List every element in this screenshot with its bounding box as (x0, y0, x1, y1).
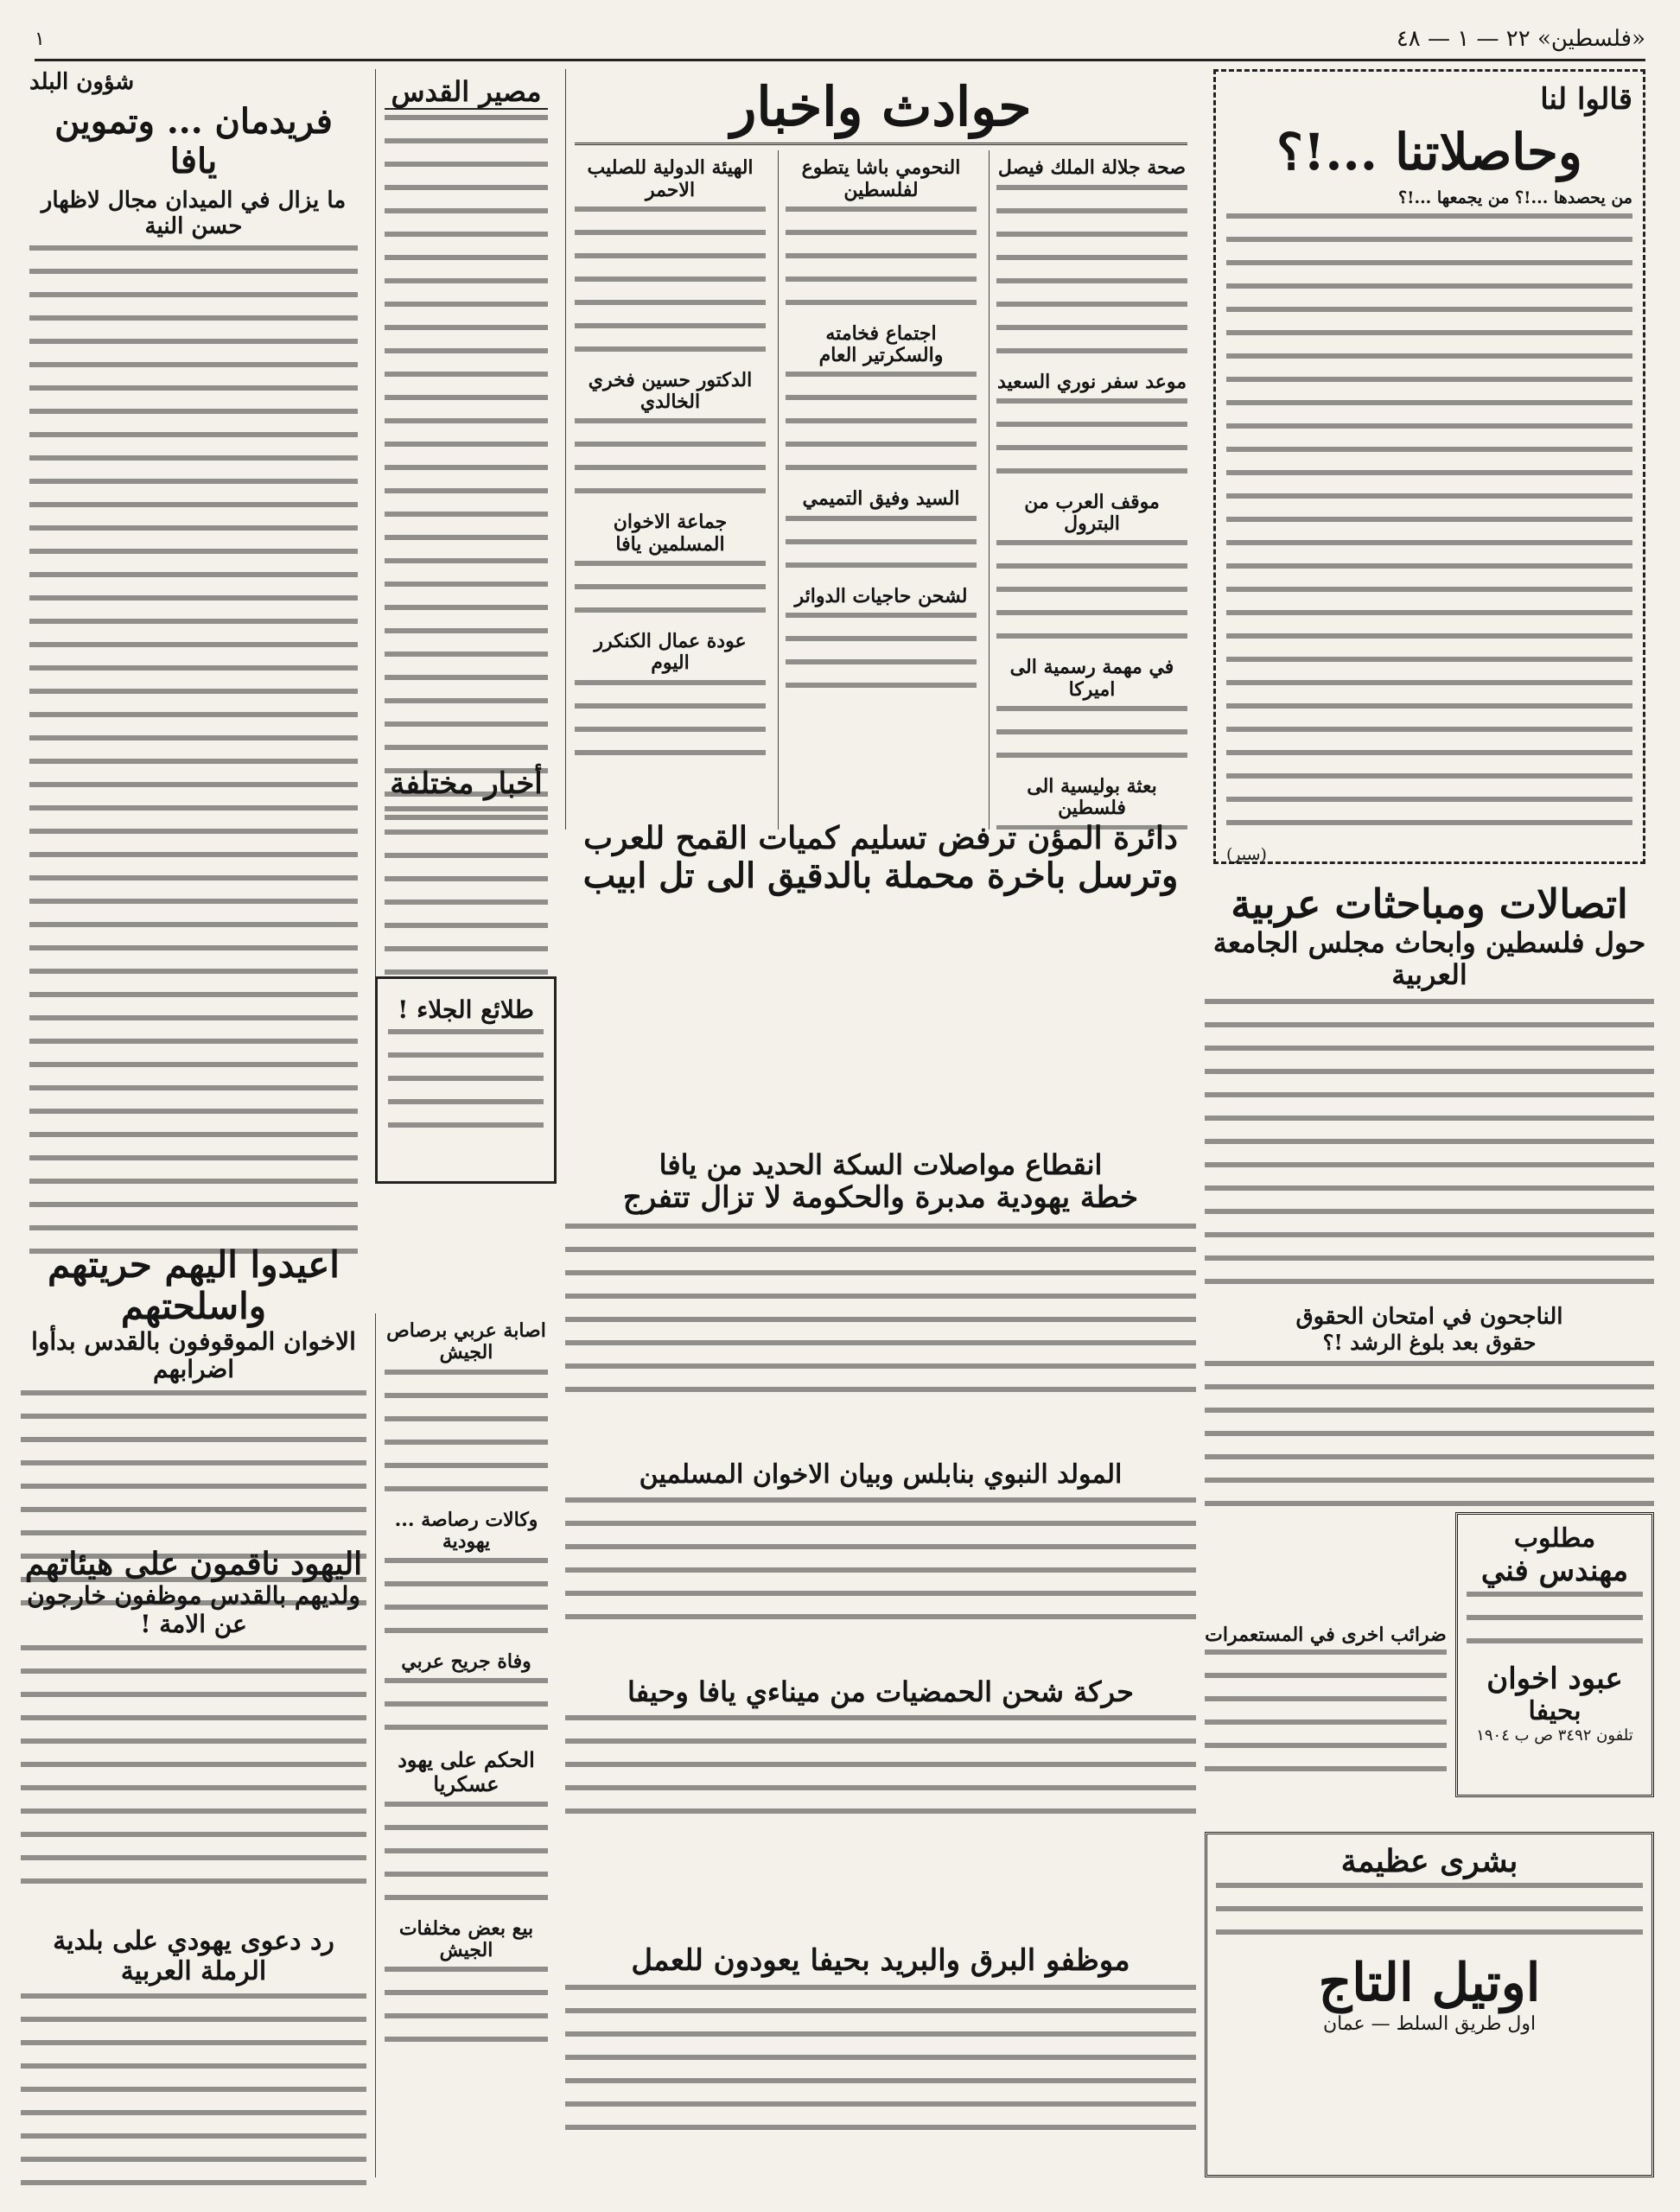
box-closing: (سير) (1226, 844, 1267, 864)
balad-column (21, 69, 366, 1279)
hotel-name: اوتيل التاج (1318, 1953, 1541, 2013)
news-heading: النحومي باشا يتطوع لفلسطين (801, 156, 961, 201)
center-subcol-3 (575, 150, 766, 830)
prisoners-subheadline: الاخوان الموقوفون بالقدس بدأوا اضرابهم (31, 1326, 356, 1383)
postal-headline: موظفو البرق والبريد بحيفا يعودون للعمل (631, 1943, 1130, 1978)
hotel-address: اول طريق السلط — عمان (1322, 2013, 1537, 2035)
hotel-ad (1205, 1832, 1654, 2177)
quds-column (375, 69, 557, 830)
news-heading: موقف العرب من البترول (1024, 490, 1160, 536)
municipality-headline: رد دعوى يهودي على بلدية الرملة العربية (53, 1926, 334, 1986)
jews-angry-block (21, 1547, 366, 1902)
wheat-headline: دائرة المؤن ترفض تسليم كميات القمح للعرب (583, 820, 1178, 856)
news-heading: السيد وفيق التميمي (802, 487, 960, 511)
wanted-role: مهندس فني (1480, 1554, 1629, 1588)
balad-title: شؤون البلد (29, 69, 135, 95)
center-subcol-2 (778, 150, 977, 830)
hawadith-header: حوادث واخبار (575, 76, 1187, 145)
army-wound-headline: اصابة عربي برصاص الجيش (386, 1319, 546, 1364)
pioneers-box (375, 976, 557, 1184)
court-headline: الحكم على يهود عسكريا (398, 1747, 535, 1797)
box-intro: من يحصدها ...!؟ من يجمعها ...!؟ (1398, 188, 1632, 207)
municipality-block (21, 1927, 366, 2203)
balad-headline: فريدمان ... وتموين يافا (54, 101, 333, 181)
wheat-subheadline: وترسل باخرة محملة بالدقيق الى تل ابيب (582, 855, 1179, 897)
rights-subheadline: حقوق بعد بلوغ الرشد !؟ (1322, 1329, 1537, 1355)
box-title: قالوا لنا (1540, 82, 1632, 117)
wheat-headline-block (565, 821, 1196, 896)
news-heading: صحة جلالة الملك فيصل (997, 156, 1187, 180)
railway-block (565, 1149, 1196, 1410)
news-heading: لشحن حاجيات الدوائر (794, 584, 968, 607)
box-body (1226, 213, 1632, 825)
box-headline: وحاصلاتنا ...!؟ (1276, 123, 1582, 181)
news-heading: الهيئة الدولية للصليب الاحمر (587, 156, 754, 201)
mawlid-block (565, 1460, 1196, 1637)
right-column (1205, 69, 1654, 881)
jews-angry-headline: اليهود ناقمون على هيئاتهم (24, 1546, 363, 1582)
jews-angry-subheadline: ولديهم بالقدس موظفون خارجون عن الامة ! (27, 1581, 360, 1638)
center-news (565, 69, 1196, 830)
news-heading: موعد سفر نوري السعيد (996, 370, 1187, 393)
wanted-city: بحيفا (1528, 1696, 1581, 1726)
prisoners-headline: اعيدوا اليهم حريتهم واسلحتهم (48, 1243, 340, 1328)
wanted-phone: تلفون ٣٤٩٢ ص ب ١٩٠٤ (1476, 1726, 1633, 1745)
taxes-block (1205, 1624, 1447, 1789)
wanted-ad (1455, 1512, 1654, 1797)
shipping-block (565, 1676, 1196, 1832)
hotel-lead: بشرى عظيمة (1340, 1843, 1518, 1879)
news-heading: بعثة بوليسية الى فلسطين (1027, 775, 1157, 820)
army-remnants-headline: بيع بعض مخلفات الجيش (398, 1916, 534, 1961)
small-news-column (375, 1313, 557, 2177)
rights-headline: الناجحون في امتحان الحقوق (1295, 1304, 1563, 1330)
quds-title: مصير القدس (385, 76, 548, 110)
arab-contacts-subheadline: حول فلسطين وابحاث مجلس الجامعة العربية (1212, 925, 1646, 991)
date-line: «فلسطين» ٢٢ — ١ — ٤٨ (1396, 26, 1645, 52)
bomb-headline: وكالات رصاصة ... يهودية (394, 1508, 538, 1553)
arab-contacts-headline: اتصالات ومباحثات عربية (1231, 880, 1628, 927)
center-subcol-1 (989, 150, 1187, 830)
page-number: ١ (35, 28, 45, 50)
mawlid-headline: المولد النبوي بنابلس وبيان الاخوان المسلمين (639, 1459, 1123, 1490)
shipping-headline: حركة شحن الحمضيات من ميناءي يافا وحيفا (627, 1675, 1134, 1708)
qalu-lana-box (1213, 69, 1645, 864)
news-heading: في مهمة رسمية الى اميركا (1009, 656, 1174, 701)
railway-subheadline: خطة يهودية مدبرة والحكومة لا تزال تتفرج (622, 1179, 1139, 1215)
balad-subheadline: ما يزال في الميدان مجال لاظهار حسن النية (41, 188, 347, 239)
postal-block (565, 1944, 1196, 2148)
death-headline: وفاة جريح عربي (401, 1650, 531, 1674)
masthead (35, 19, 1645, 61)
news-heading: اجتماع فخامته والسكرتير العام (818, 321, 944, 367)
news-heading: عودة عمال الكنكرر اليوم (594, 630, 747, 675)
taxes-headline: ضرائب اخرى في المستعمرات (1205, 1624, 1447, 1646)
arab-contacts-block (1205, 881, 1654, 1302)
rights-block (1205, 1305, 1654, 1524)
pioneers-headline: طلائع الجلاء ! (398, 995, 534, 1024)
news-heading: الدكتور حسين فخري الخالدي (588, 368, 753, 414)
wanted-company: عبود اخوان (1486, 1662, 1623, 1696)
misc-news-title: أخبار مختلفة (390, 766, 543, 801)
news-heading: جماعة الاخوان المسلمين يافا (613, 511, 728, 556)
wanted-title: مطلوب (1513, 1523, 1596, 1554)
railway-headline: انقطاع مواصلات السكة الحديد من يافا (659, 1148, 1103, 1181)
